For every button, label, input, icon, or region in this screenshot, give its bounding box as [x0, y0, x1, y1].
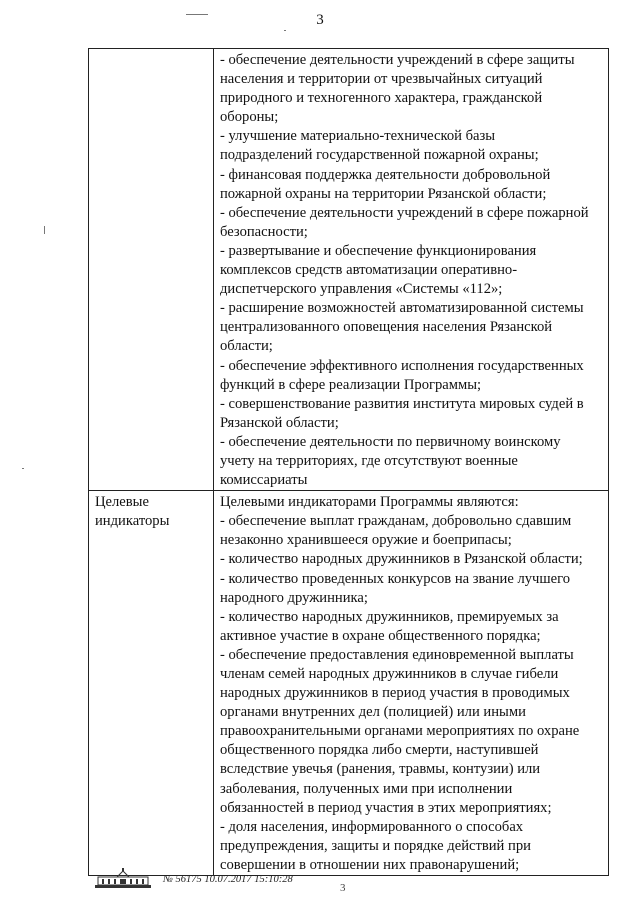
text-line: членам семей народных дружинников в случае гибели — [220, 666, 559, 682]
text-line: народных дружинников в период участия в проводимых — [220, 685, 570, 702]
row-content — [214, 491, 609, 876]
text-line: учету на территориях, где отсутствуют военные — [220, 452, 518, 469]
text-line: - количество народных дружинников в Рязанской области; — [220, 551, 583, 568]
text-line: совершении в отношении них правонарушений; — [220, 856, 520, 873]
text-line: обороны; — [220, 109, 279, 126]
row-content — [214, 49, 609, 491]
text-line: обязанностей в период участия в этих мероприятиях; — [220, 799, 552, 816]
text-line: населения и территории от чрезвычайных ситуаций — [220, 71, 543, 88]
text-line: органами внутренних дел (полицией) или иными — [220, 704, 526, 721]
scan-speck — [22, 468, 24, 469]
text-line: - финансовая поддержка деятельности добровольной — [220, 166, 551, 183]
text-line: правоохранительными органами мероприятиях по охране — [220, 723, 580, 740]
text-line: области; — [220, 338, 273, 355]
text-line: - развертывание и обеспечение функционирования — [220, 242, 537, 259]
row-label — [89, 491, 214, 876]
text-line: - совершенствование развития института мировых судей в — [220, 395, 584, 412]
bottom-page-mark: 3 — [340, 882, 346, 894]
text-line: вследствие увечья (ранения, травмы, контузии) или — [220, 761, 541, 778]
text-line: - количество народных дружинников, премируемых за — [220, 608, 559, 625]
text-line: - обеспечение деятельности учреждений в сфере пожарной — [220, 204, 589, 221]
page-number: 3 — [316, 12, 324, 28]
text-line: - обеспечение предоставления единовременной выплаты — [220, 646, 574, 663]
scan-speck — [44, 226, 45, 234]
text-line: безопасности; — [220, 223, 308, 240]
text-line: заболевания, полученных ими при исполнении — [220, 780, 513, 797]
row-label — [89, 49, 214, 491]
text-line: природного и техногенного характера, гражданской — [220, 90, 543, 107]
text-line: - доля населения, информированного о способах — [220, 818, 524, 835]
text-line: подразделений государственной пожарной охраны; — [220, 147, 539, 164]
text-line: функций в сфере реализации Программы; — [220, 376, 482, 393]
text-line: - обеспечение деятельности по первичному воинскому — [220, 433, 561, 450]
text-line: Рязанской области; — [220, 414, 339, 431]
registration-footer — [95, 868, 293, 890]
text-line: комиссариаты — [220, 472, 308, 489]
text-line: - обеспечение выплат гражданам, добровольно сдавшим — [220, 513, 572, 530]
text-line: централизованного оповещения населения Рязанской — [220, 319, 553, 336]
text-line: комплексов средств автоматизации оперативно- — [220, 262, 518, 279]
text-line: - обеспечение деятельности учреждений в сфере защиты — [220, 52, 575, 68]
table-row — [89, 491, 609, 876]
table-row — [89, 49, 609, 491]
text-line: - улучшение материально-технической базы — [220, 128, 496, 145]
label-line: Целевые — [95, 494, 149, 511]
text-line: общественного порядка либо смерти, наступившей — [220, 742, 539, 759]
text-line: народного дружинника; — [220, 589, 368, 606]
text-line: Целевыми индикаторами Программы являются: — [220, 494, 519, 511]
text-line: - обеспечение эффективного исполнения государственных — [220, 357, 584, 374]
text-line: - расширение возможностей автоматизированной системы — [220, 300, 584, 317]
government-building-emblem-icon — [95, 868, 151, 890]
text-line: незаконно хранившееся оружие и боеприпасы; — [220, 532, 512, 549]
text-line: диспетчерского управления «Системы «112»; — [220, 281, 503, 298]
text-line: предупреждения, защиты и порядке действий при — [220, 837, 531, 854]
registration-stamp: № 56175 10.07.2017 15:10:28 — [163, 873, 293, 885]
text-line: - количество проведенных конкурсов на звание лучшего — [220, 570, 571, 587]
scan-speck — [284, 30, 286, 31]
label-line: индикаторы — [95, 513, 170, 530]
scan-speck — [186, 14, 208, 15]
program-table — [88, 48, 609, 876]
text-line: активное участие в охране общественного порядка; — [220, 627, 541, 644]
text-line: пожарной охраны на территории Рязанской области; — [220, 185, 547, 202]
